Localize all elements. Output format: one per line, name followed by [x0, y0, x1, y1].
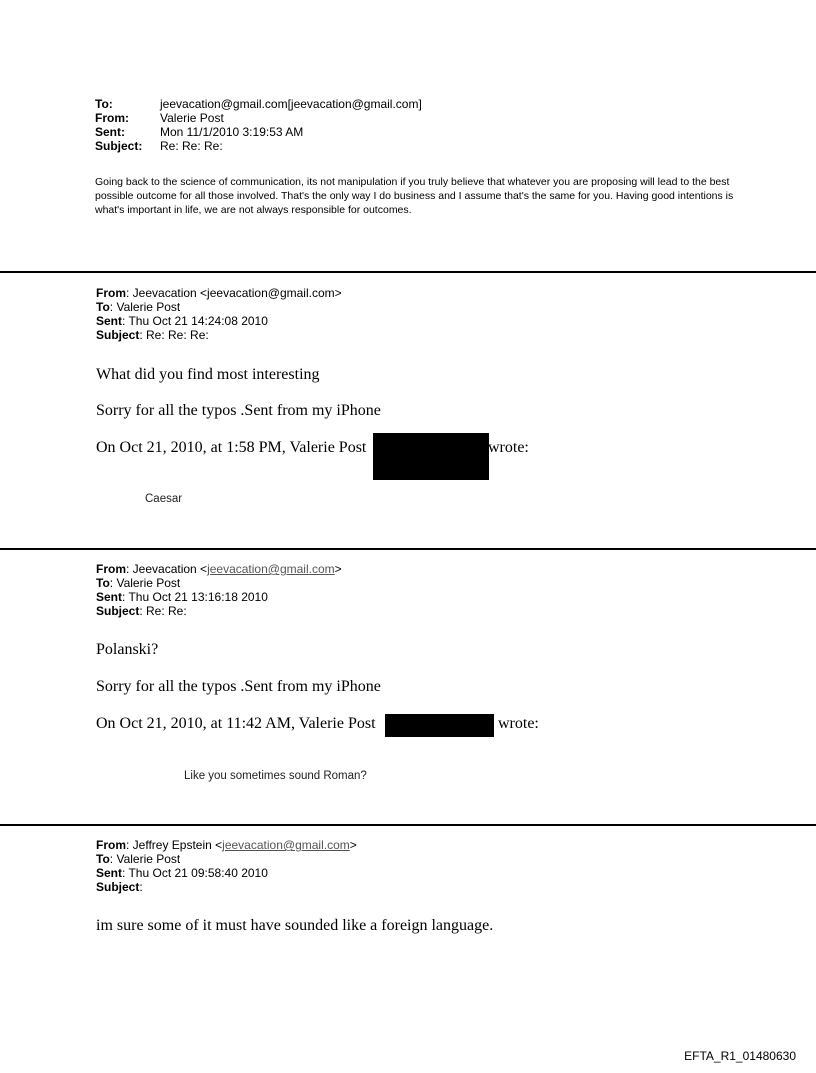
to-value: : Valerie Post [109, 852, 181, 866]
sent-value: : Thu Oct 21 09:58:40 2010 [122, 866, 268, 880]
email3-header [96, 562, 342, 618]
subject-label: Subject: [95, 139, 143, 153]
subject-value: : [139, 880, 143, 894]
from-row [96, 838, 357, 852]
from-value: Valerie Post [160, 111, 224, 125]
from-suffix: > [334, 562, 342, 576]
to-row [96, 300, 342, 314]
email4-header [96, 838, 357, 894]
email1-body: Going back to the science of communication, its not manipulation if you truly believe that whatever you are proposing will lead to the best possible outcome for all those involved. That's the only way I do business and I assume that's the same for you. Having good intentions is what's important in life, we are not always responsible for outcomes. [95, 176, 734, 216]
email2-header [96, 286, 342, 342]
email2-quote-suffix: wrote: [488, 439, 529, 456]
sent-value: : Thu Oct 21 13:16:18 2010 [122, 590, 268, 604]
email3-quote-prefix: On Oct 21, 2010, at 11:42 AM, Valerie Post [96, 715, 376, 732]
from-row [96, 286, 342, 300]
sent-label: Sent [96, 314, 123, 328]
from-row [96, 562, 342, 576]
sent-row [96, 314, 342, 328]
to-row [95, 97, 422, 111]
email2-line1: What did you find most interesting [96, 366, 320, 383]
subject-value: Re: Re: Re: [160, 139, 223, 153]
from-prefix: : Jeevacation < [126, 562, 208, 576]
subject-row [95, 139, 422, 153]
sent-value: Mon 11/1/2010 3:19:53 AM [160, 125, 304, 139]
subject-label: Subject [96, 328, 140, 342]
to-row [96, 852, 357, 866]
divider [0, 271, 816, 273]
sent-row [96, 590, 342, 604]
to-row [96, 576, 342, 590]
divider [0, 548, 816, 550]
document-id: EFTA_R1_01480630 [684, 1049, 796, 1063]
to-label: To [96, 852, 110, 866]
subject-row [96, 328, 342, 342]
email3-line1: Polanski? [96, 641, 159, 658]
sent-label: Sent [96, 866, 123, 880]
to-value: : Valerie Post [109, 300, 181, 314]
from-label: From [96, 562, 126, 576]
to-value: : Valerie Post [109, 576, 181, 590]
email3-quote-suffix: wrote: [498, 715, 539, 732]
to-value: jeevacation@gmail.com[jeevacation@gmail.com] [160, 97, 422, 111]
email3-quoted-text: Like you sometimes sound Roman? [184, 770, 367, 782]
email4-line1: im sure some of it must have sounded like a foreign language. [96, 917, 494, 934]
sent-value: : Thu Oct 21 14:24:08 2010 [122, 314, 268, 328]
subject-label: Subject [96, 604, 140, 618]
subject-label: Subject [96, 880, 140, 894]
divider [0, 824, 816, 826]
email2-quote-prefix: On Oct 21, 2010, at 1:58 PM, Valerie Post [96, 439, 367, 456]
to-label: To [96, 300, 110, 314]
from-label: From [96, 286, 126, 300]
from-value: : Jeevacation <jeevacation@gmail.com> [126, 286, 342, 300]
email3-line2: Sorry for all the typos .Sent from my iPhone [96, 678, 381, 695]
from-label: From [96, 838, 126, 852]
email2-quoted-text: Caesar [145, 493, 183, 505]
subject-value: : Re: Re: [139, 604, 187, 618]
redaction-box [385, 714, 494, 737]
from-prefix: : Jeffrey Epstein < [126, 838, 223, 852]
email1-header [95, 97, 422, 153]
from-suffix: > [349, 838, 357, 852]
subject-value: : Re: Re: Re: [139, 328, 209, 342]
to-label: To [96, 576, 110, 590]
sent-label: Sent [96, 590, 123, 604]
email2-line2: Sorry for all the typos .Sent from my iPhone [96, 402, 381, 419]
from-row [95, 111, 422, 125]
subject-row [96, 604, 342, 618]
sent-row [95, 125, 422, 139]
email-link[interactable]: jeevacation@gmail.com [207, 562, 335, 576]
from-label: From: [95, 111, 129, 125]
sent-row [96, 866, 357, 880]
email-link[interactable]: jeevacation@gmail.com [222, 838, 350, 852]
to-label: To: [95, 97, 113, 111]
subject-row [96, 880, 357, 894]
sent-label: Sent: [95, 125, 125, 139]
redaction-box [373, 433, 489, 480]
